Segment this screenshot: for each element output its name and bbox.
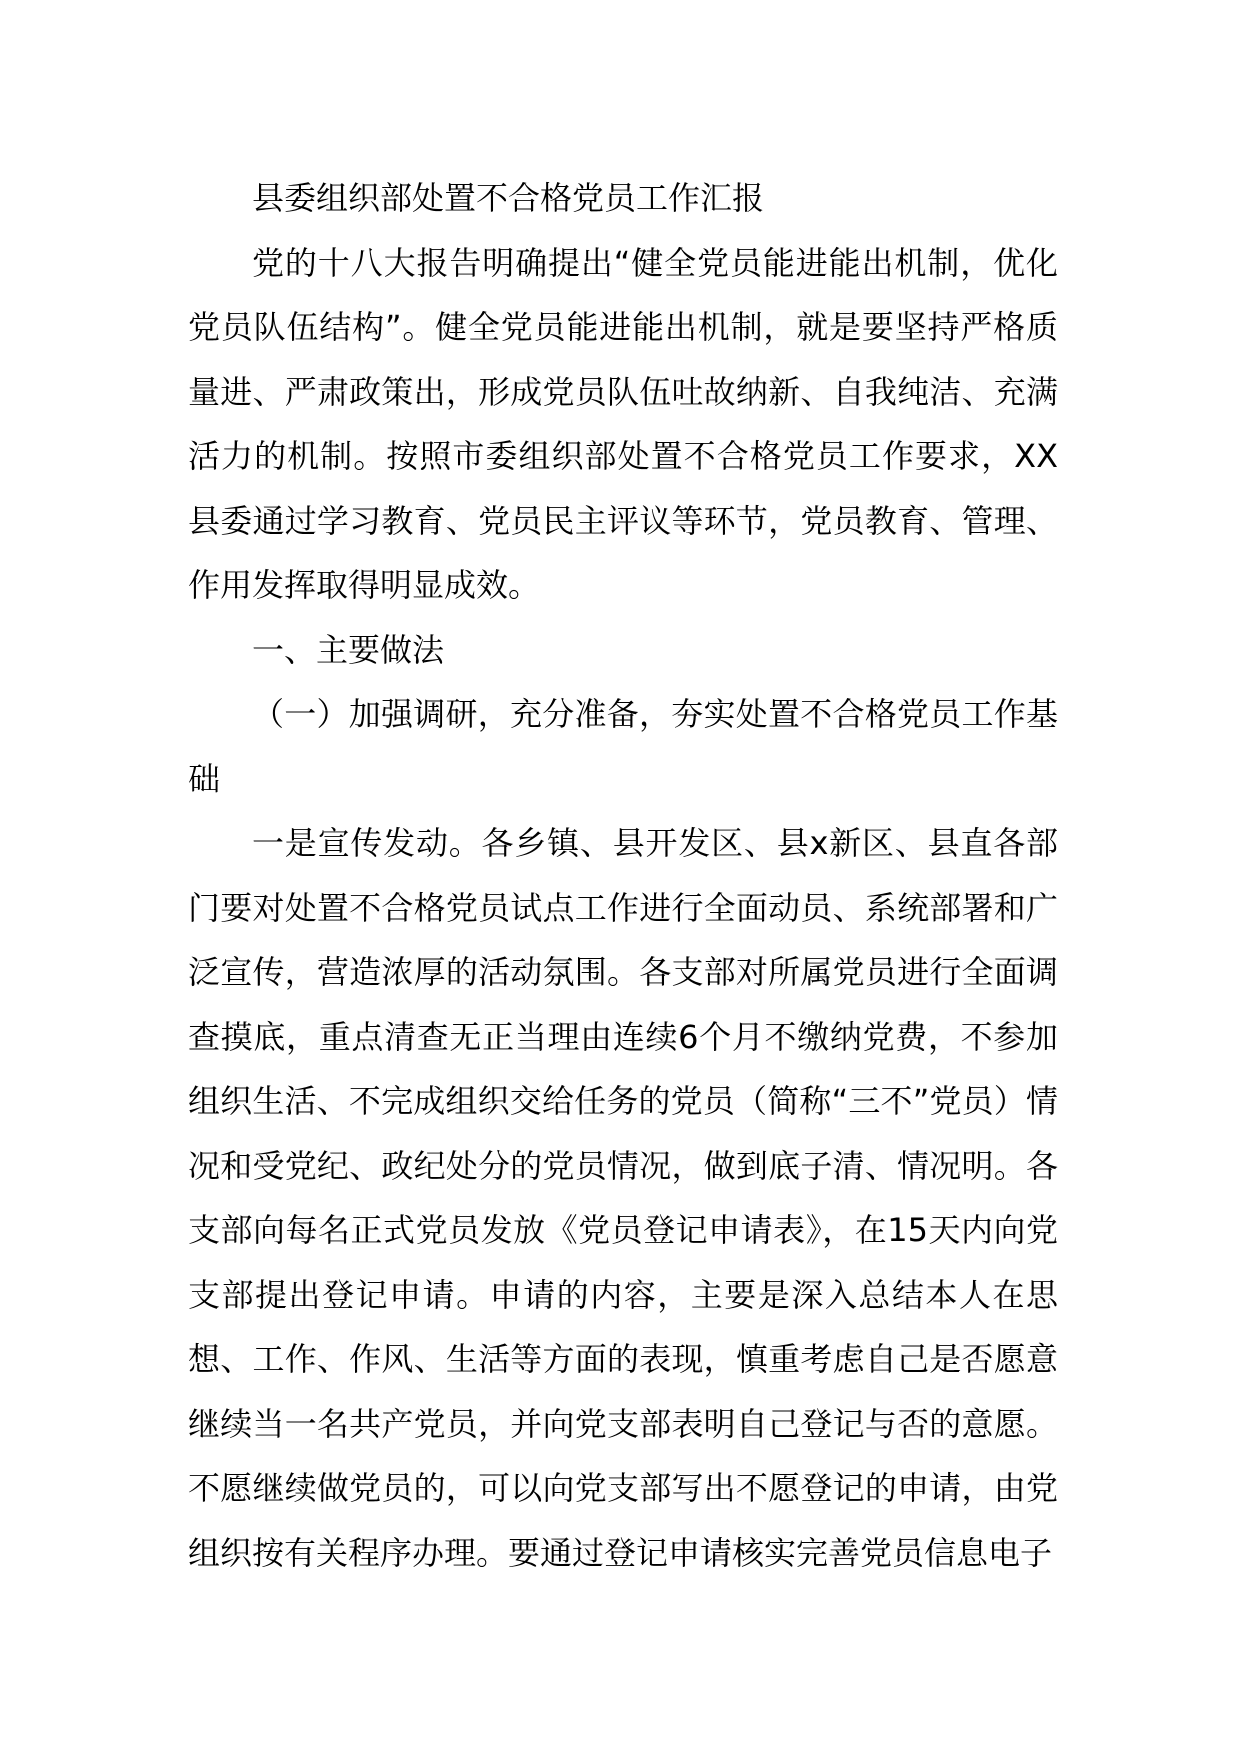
paragraph-publicity-mobilization: 一是宣传发动。各乡镇、县开发区、县x新区、县直各部门要对处置不合格党员试点工作进行全面动员、系统部署和广泛宣传，营造浓厚的活动氛围。各支部对所属党员进行全面调查摸底，重点清查无正当理由连续6个月不缴纳党费，不参加组织生活、不完成组织交给任务的党员（简称“三不”党员）情况和受党纪、政纪处分的党员情况，做到底子清、情况明。各支部向每名正式党员发放《党员登记申请表》，在15天内向党支部提出登记申请。申请的内容，主要是深入总结本人在思想、工作、作风、生活等方面的表现，慎重考虑自己是否愿意继续当一名共产党员，并向党支部表明自己登记与否的意愿。不愿继续做党员的，可以向党支部写出不愿登记的申请，由党组织按有关程序办理。要通过登记申请核实完善党员信息电子 <box>188 824 1058 1572</box>
document-body <box>188 166 1058 1585</box>
subsection-heading-research: （一）加强调研，充分准备，夯实处置不合格党员工作基础 <box>188 695 1058 798</box>
document-title: 县委组织部处置不合格党员工作汇报 <box>252 179 765 217</box>
paragraph-intro: 党的十八大报告明确提出“健全党员能进能出机制，优化党员队伍结构”。健全党员能进能出机制，就是要坚持严格质量进、严肃政策出，形成党员队伍吐故纳新、自我纯洁、充满活力的机制。按照市委组织部处置不合格党员工作要求，XX县委通过学习教育、党员民主评议等环节，党员教育、管理、作用发挥取得明显成效。 <box>188 243 1058 604</box>
section-heading-main-methods: 一、主要做法 <box>252 630 445 669</box>
